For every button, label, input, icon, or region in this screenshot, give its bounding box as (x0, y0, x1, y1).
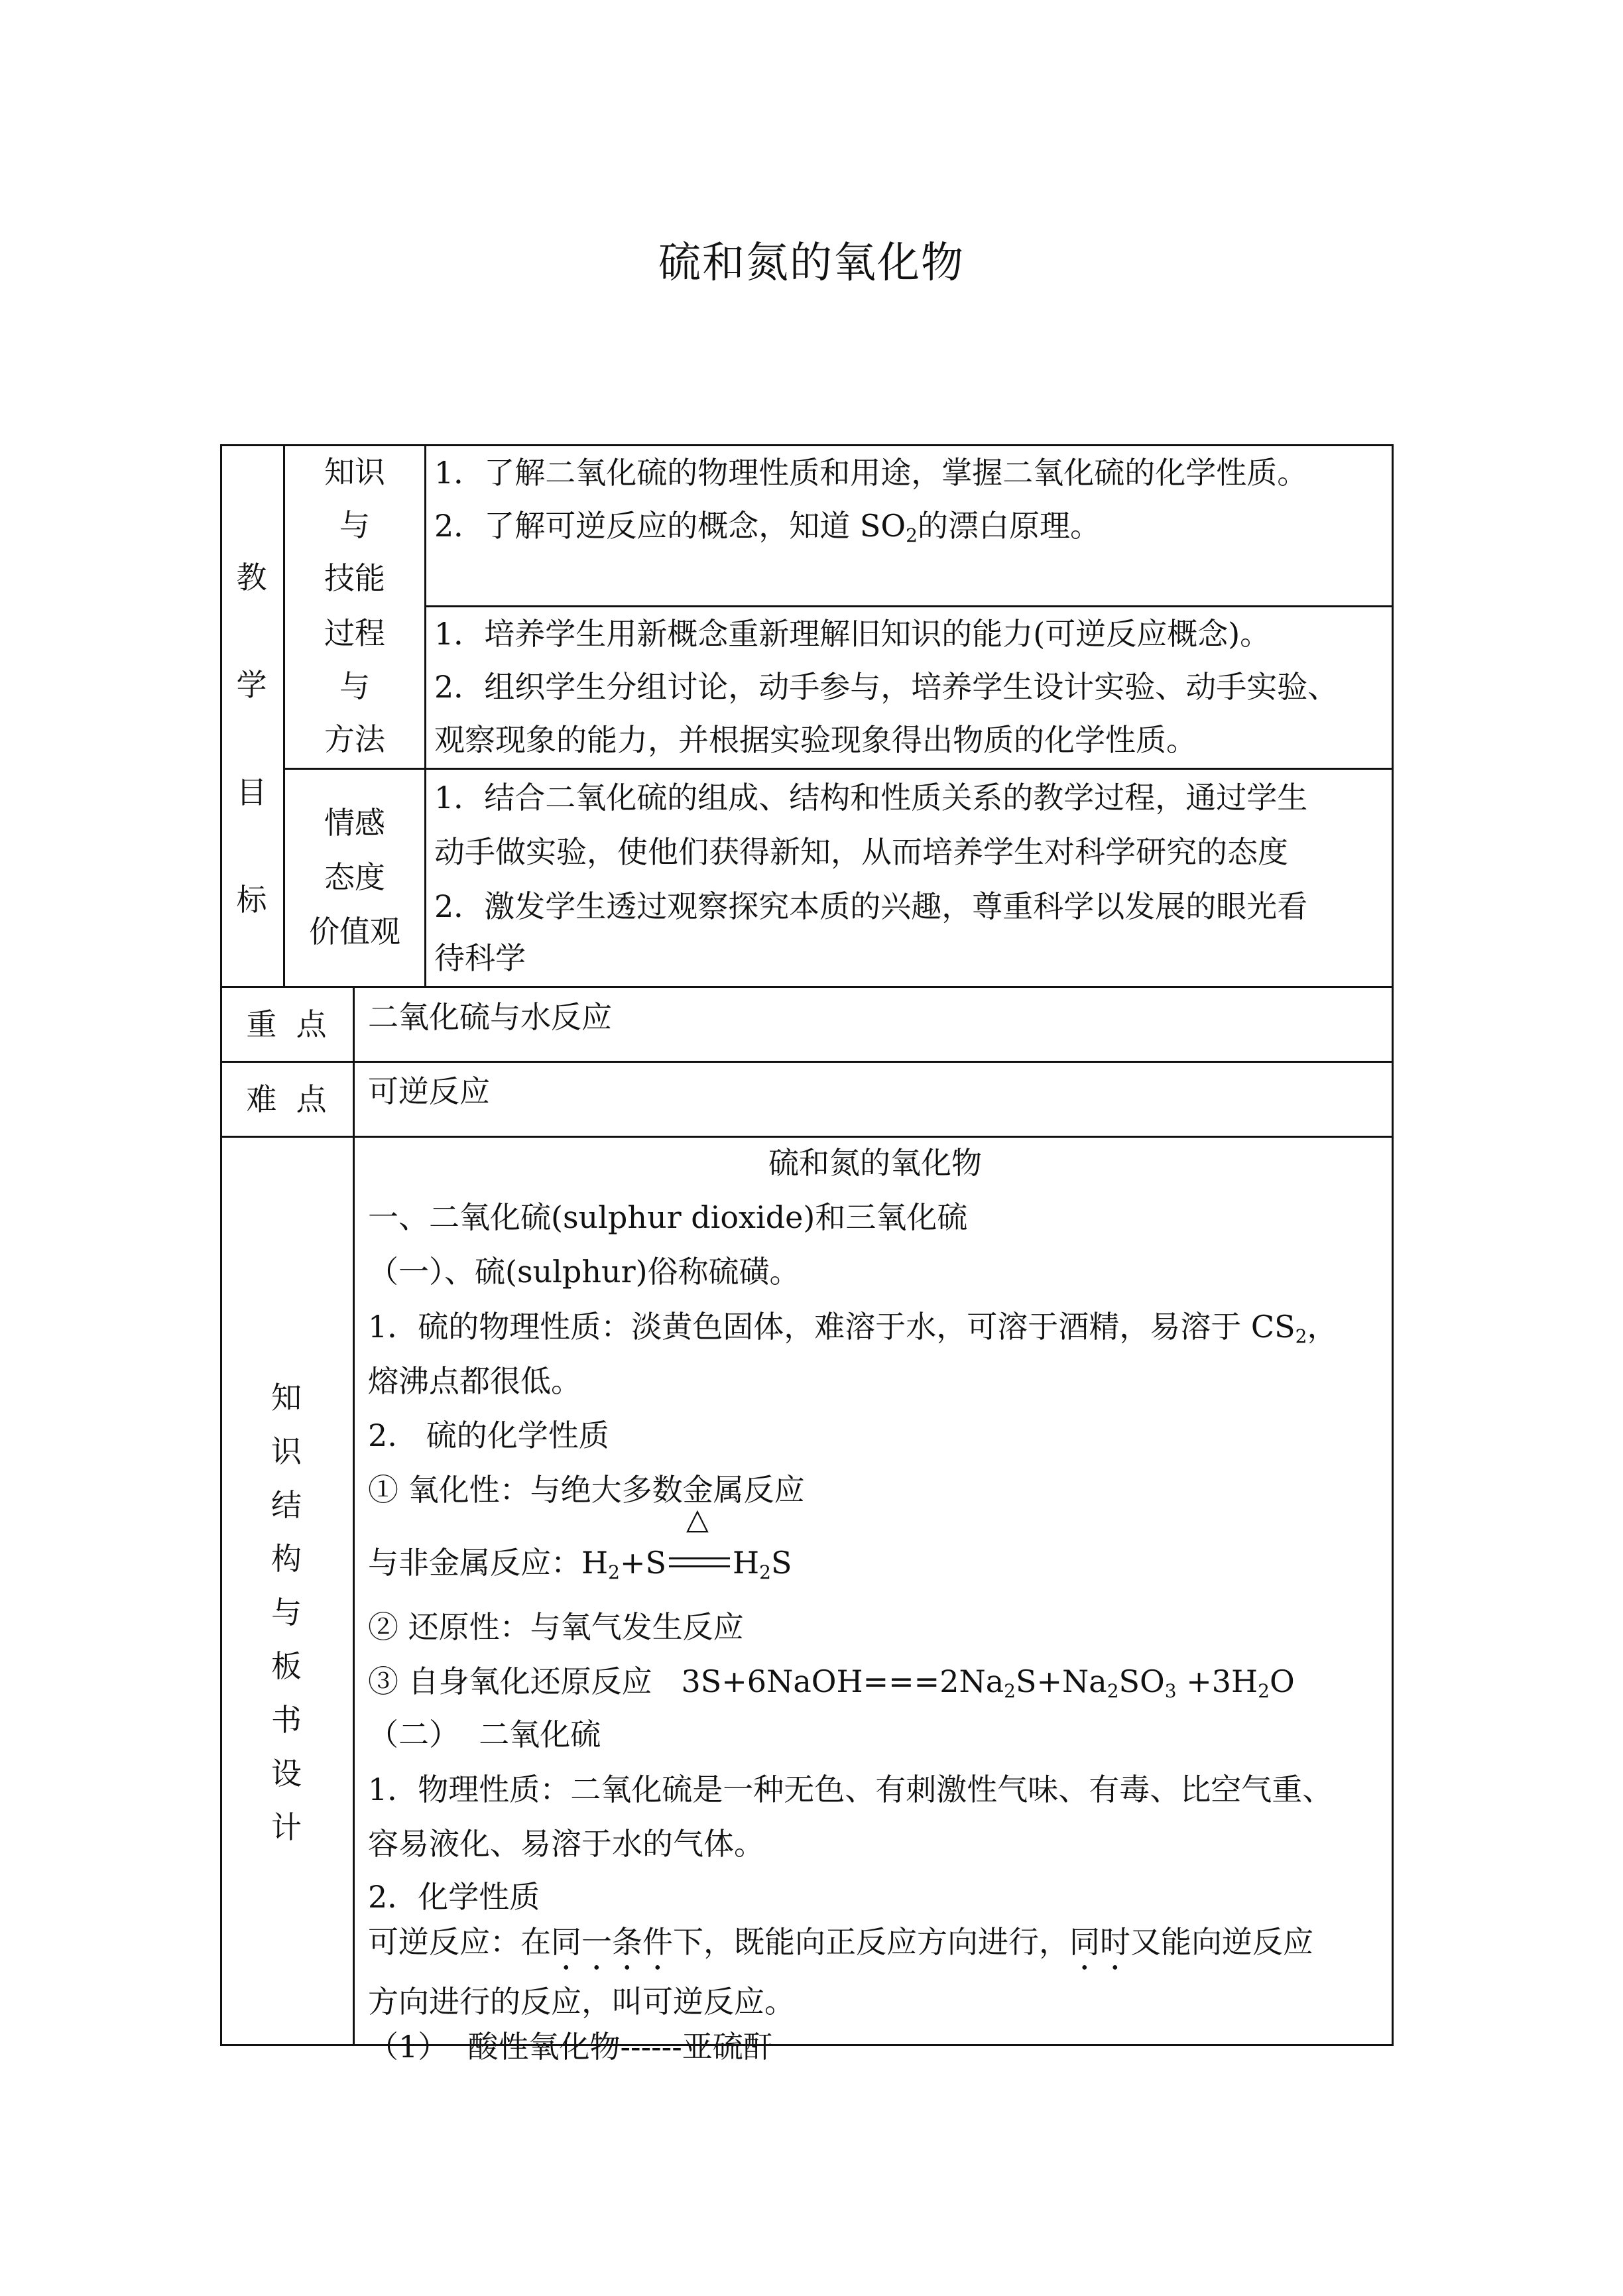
board-line: ① 氧化性：与绝大多数金属反应 (368, 1472, 805, 1508)
label-line: 技能 (324, 560, 385, 596)
text-part: 可逆反应：在 (368, 1924, 551, 1960)
text-part: 的漂白原理。 (917, 508, 1101, 544)
board-line: 一、二氧化硫(sulphur dioxide)和三氧化硫 (368, 1199, 968, 1235)
reaction-equals-sign (666, 1502, 733, 1579)
label-char: 书 (271, 1702, 302, 1738)
label-char: 结 (271, 1487, 302, 1523)
label-char: 目 (236, 774, 267, 810)
board-line (368, 1915, 1313, 1977)
knowledge-line-2 (434, 499, 1101, 563)
row-divider (220, 1061, 1394, 1063)
text-part: +S (619, 1545, 667, 1581)
label-line: 与 (339, 507, 370, 543)
label-line: 态度 (324, 859, 385, 895)
label-char: 板 (271, 1648, 302, 1684)
subscript: 2 (1295, 1325, 1307, 1347)
emphasized-text: 同时 (1069, 1924, 1130, 1960)
col-divider (424, 605, 426, 769)
knowledge-skills-label (285, 446, 424, 605)
text-part: ， (1307, 1309, 1338, 1345)
subscript: 2 (1258, 1680, 1270, 1702)
emotion-values-label (285, 796, 424, 959)
label-char: 知 (271, 1380, 302, 1416)
process-line-2: 2．组织学生分组讨论，动手参与，培养学生设计实验、动手实验、 (434, 669, 1339, 705)
label-char: 设 (271, 1756, 302, 1791)
board-line: ② 还原性：与氧气发生反应 (368, 1609, 744, 1645)
knowledge-line-1: 1．了解二氧化硫的物理性质和用途，掌握二氧化硫的化学性质。 (434, 455, 1308, 491)
row-divider (283, 768, 1394, 770)
subscript: 2 (608, 1561, 620, 1583)
col-divider (424, 768, 426, 987)
label-line: 情感 (324, 805, 385, 841)
subscript: 2 (1004, 1680, 1016, 1702)
process-line-3: 观察现象的能力，并根据实验现象得出物质的化学性质。 (434, 722, 1197, 758)
text-part: +3H (1176, 1663, 1258, 1699)
emphasized-text: 同一条件 (551, 1924, 673, 1960)
label-line: 过程 (324, 615, 385, 651)
page-title: 硫和氮的氧化物 (658, 239, 965, 288)
text-part: S (770, 1545, 792, 1581)
board-line (368, 1502, 792, 1600)
key-point-text: 二氧化硫与水反应 (368, 999, 612, 1035)
heat-condition: △ (686, 1502, 709, 1536)
key-point-label: 重 点 (246, 1006, 327, 1042)
board-line: 容易液化、易溶于水的气体。 (368, 1826, 764, 1862)
difficulty-label: 难 点 (246, 1081, 327, 1117)
subscript: 2 (1107, 1680, 1119, 1702)
label-char: 计 (271, 1809, 302, 1845)
emotion-line-4: 待科学 (434, 940, 526, 976)
subscript: 2 (759, 1561, 771, 1583)
emotion-line-2: 动手做实验，使他们获得新知，从而培养学生对科学研究的态度 (434, 834, 1288, 870)
difficulty-text: 可逆反应 (368, 1073, 490, 1109)
board-line: 1．物理性质：二氧化硫是一种无色、有刺激性气味、有毒、比空气重、 (368, 1772, 1333, 1807)
label-char: 教 (236, 560, 267, 595)
board-line: （二） 二氧化硫 (368, 1717, 601, 1752)
label-line: 方法 (324, 721, 385, 757)
label-line: 价值观 (309, 914, 400, 949)
label-line: 知识 (324, 454, 385, 490)
text-part: ③ 自身氧化还原反应 3S+6NaOH===2Na (368, 1663, 1004, 1699)
text-part: 与非金属反应：H (368, 1545, 609, 1581)
text-part: H (733, 1545, 760, 1581)
subscript: 2 (906, 524, 918, 546)
board-line: 2. 硫的化学性质 (368, 1418, 609, 1453)
board-line: 方向进行的反应，叫可逆反应。 (368, 1984, 795, 2020)
objectives-label (220, 524, 283, 953)
text-part: 1．硫的物理性质：淡黄色固体，难溶于水，可溶于酒精，易溶于 CS (368, 1309, 1295, 1345)
board-line: 2．化学性质 (368, 1879, 540, 1915)
label-char: 构 (271, 1541, 302, 1577)
board-heading: 硫和氮的氧化物 (768, 1145, 982, 1181)
col-divider (424, 444, 426, 607)
emotion-line-3: 2．激发学生透过观察探究本质的兴趣，尊重科学以发展的眼光看 (434, 888, 1308, 924)
board-line: （1） 酸性氧化物------亚硫酐 (368, 2029, 774, 2065)
label-char: 与 (271, 1595, 302, 1630)
board-line: （一）、硫(sulphur)俗称硫磺。 (368, 1254, 800, 1290)
text-part: 下，既能向正反应方向进行， (673, 1924, 1069, 1960)
process-line-1: 1．培养学生用新概念重新理解旧知识的能力(可逆反应概念)。 (434, 616, 1271, 652)
row-divider (220, 986, 1394, 988)
text-part: 又能向逆反应 (1130, 1924, 1313, 1960)
emotion-line-1: 1．结合二氧化硫的组成、结构和性质关系的教学过程，通过学生 (434, 780, 1308, 816)
text-part: 2．了解可逆反应的概念，知道 SO (434, 508, 906, 544)
label-char: 识 (271, 1433, 302, 1469)
process-methods-label (285, 607, 424, 766)
board-line: 熔沸点都很低。 (368, 1363, 581, 1399)
label-line: 与 (339, 668, 370, 704)
text-part: SO (1118, 1663, 1165, 1699)
col-divider (353, 986, 355, 2046)
label-char: 学 (236, 667, 267, 703)
knowledge-structure-label (220, 1371, 353, 1854)
label-char: 标 (236, 882, 267, 918)
subscript: 3 (1164, 1680, 1177, 1702)
text-part: S+Na (1015, 1663, 1107, 1699)
text-part: O (1269, 1663, 1295, 1699)
